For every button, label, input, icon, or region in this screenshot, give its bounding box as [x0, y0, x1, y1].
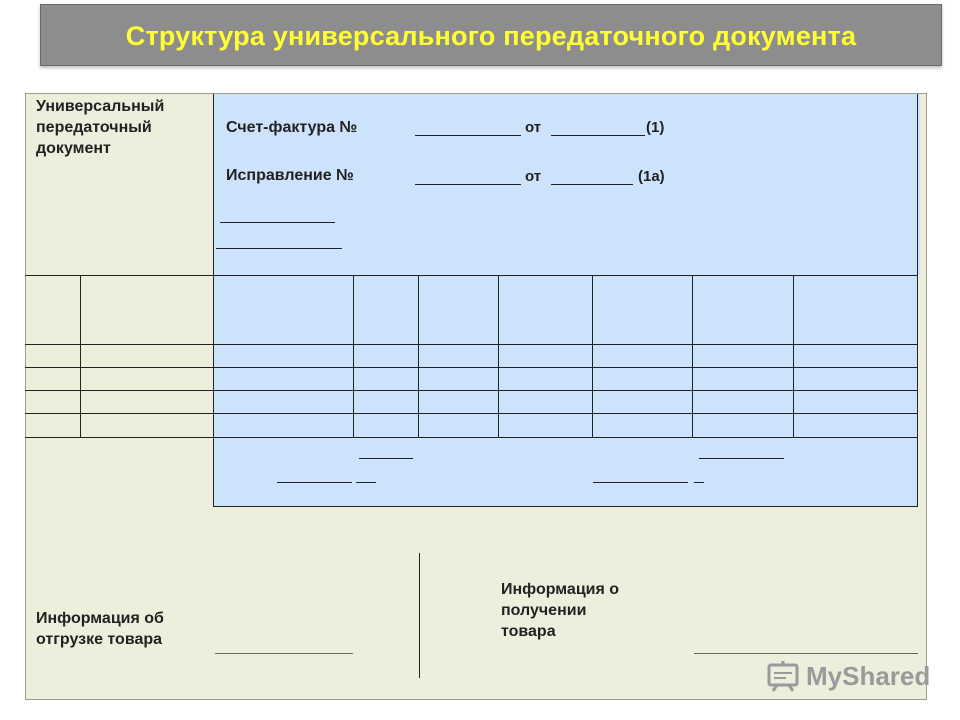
totals-blank — [356, 482, 376, 483]
header-blank — [216, 248, 342, 249]
table-line — [25, 413, 918, 414]
shipment-info-label: Информация об отгрузке товара — [36, 610, 164, 648]
invoice-label: Счет-фактура № — [226, 119, 358, 136]
table-line — [25, 390, 918, 391]
invoice-ref: (1) — [646, 119, 665, 136]
title-banner — [40, 4, 942, 66]
table-col-line — [80, 275, 81, 437]
header-blank — [220, 222, 335, 223]
table-col-line — [692, 275, 693, 437]
totals-block — [213, 438, 918, 506]
totals-blank — [593, 482, 688, 483]
totals-blank — [694, 482, 704, 483]
presentation-icon — [766, 659, 800, 693]
correction-number-blank — [415, 184, 521, 185]
table-col-line — [498, 275, 499, 437]
table-line — [25, 437, 918, 438]
correction-from-label: от — [525, 168, 542, 185]
totals-blank — [277, 482, 352, 483]
section-divider — [419, 553, 420, 678]
slide-title: Структура универсального передаточного документа — [125, 21, 857, 51]
receipt-signature-line — [694, 653, 918, 654]
header-left-border — [213, 94, 214, 275]
totals-bottom-line — [213, 506, 918, 507]
table-line — [25, 275, 918, 276]
invoice-number-blank — [415, 135, 521, 136]
invoice-from-label: от — [525, 119, 542, 136]
correction-ref: (1а) — [638, 168, 665, 185]
receipt-info-label: Информация о получении товара — [501, 581, 620, 640]
shipment-signature-line — [215, 653, 353, 654]
table-col-line — [418, 275, 419, 437]
invoice-date-blank — [551, 135, 645, 136]
table-line — [25, 344, 918, 345]
table-col-line — [353, 275, 354, 437]
table-col-line — [793, 275, 794, 437]
table-col-line — [592, 275, 593, 437]
watermark — [766, 656, 930, 696]
upd-label: Универсальный передаточный документ — [36, 98, 165, 157]
totals-blank — [359, 458, 413, 459]
table-right-border — [917, 94, 918, 506]
table-line — [25, 367, 918, 368]
correction-date-blank — [551, 184, 633, 185]
watermark-text: MyShared — [806, 660, 931, 691]
correction-label: Исправление № — [226, 167, 354, 184]
table-col-line — [213, 275, 214, 506]
totals-blank — [699, 458, 784, 459]
